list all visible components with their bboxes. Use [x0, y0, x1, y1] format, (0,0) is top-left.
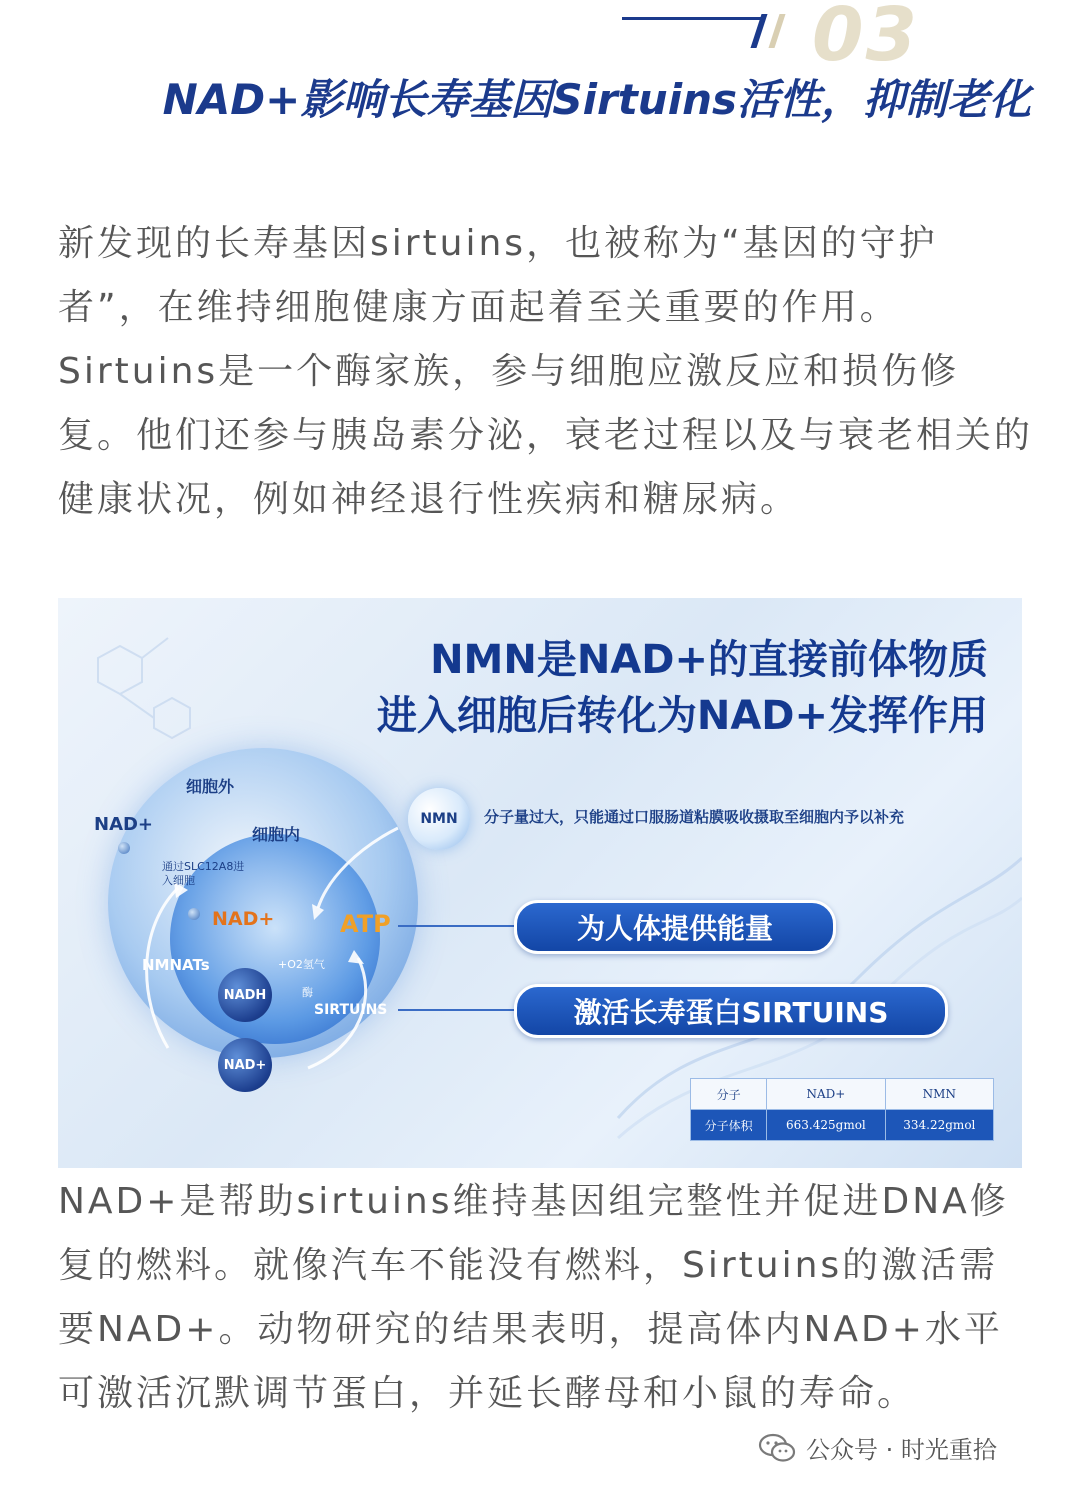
table-cell: 663.425gmol	[767, 1110, 886, 1141]
account-watermark	[758, 1430, 997, 1465]
table-header-row	[691, 1079, 994, 1110]
label-nad-outside: NAD+	[94, 814, 154, 835]
label-sirtuins-small: SIRTUINS	[314, 1002, 388, 1018]
label-enzyme: 酶	[302, 986, 313, 999]
nad-particle-inside	[188, 908, 200, 920]
table-row	[691, 1110, 994, 1141]
infographic-title-line1: NMN是NAD+的直接前体物质	[430, 637, 988, 683]
label-slc12a8: 通过SLC12A8进入细胞	[162, 860, 245, 887]
molecular-weight-table	[690, 1078, 994, 1141]
nad-plus-molecule: NAD+	[218, 1038, 272, 1092]
table-cell: 分子体积	[691, 1110, 767, 1141]
table-header-cell: NMN	[885, 1079, 993, 1110]
outro-paragraph: NAD+是帮助sirtuins维持基因组完整性并促进DNA修复的燃料。就像汽车不能没有燃料，Sirtuins的激活需要NAD+。动物研究的结果表明，提高体内NAD+水平可激活沉默调节蛋白，并延长酵母和小鼠的寿命。	[58, 1181, 1009, 1414]
section-title: NAD+影响长寿基因Sirtuins活性，抑制老化	[162, 75, 1031, 124]
nadh-molecule: NADH	[218, 968, 272, 1022]
energy-pill: 为人体提供能量	[514, 900, 836, 954]
nmn-description: 分子量过大，只能通过口服肠道粘膜吸收摄取至细胞内予以补充	[484, 808, 905, 826]
label-extracellular: 细胞外	[186, 777, 235, 796]
nmn-molecule: NMN	[408, 788, 470, 850]
connector-sirtuins	[398, 1009, 518, 1011]
table-header-cell: 分子	[691, 1079, 767, 1110]
header-slash-light	[768, 14, 785, 48]
nad-particle-outside	[118, 842, 130, 854]
label-intracellular: 细胞内	[252, 825, 301, 844]
infographic-title-line2: 进入细胞后转化为NAD+发挥作用	[376, 693, 988, 739]
sirtuins-pill: 激活长寿蛋白SIRTUINS	[514, 984, 948, 1038]
label-nad-inside: NAD+	[212, 908, 275, 930]
label-nmnats: NMNATs	[142, 956, 210, 974]
header-rule	[622, 17, 762, 20]
wechat-icon	[758, 1433, 796, 1463]
label-o2: +O2氢气	[278, 958, 325, 971]
intro-paragraph: 新发现的长寿基因sirtuins，也被称为“基因的守护者”，在维持细胞健康方面起着至关重要的作用。Sirtuins是一个酶家族，参与细胞应激反应和损伤修复。他们还参与胰岛素分泌，衰老过程以及与衰老相关的健康状况，例如神经退行性疾病和糖尿病。	[58, 223, 1034, 520]
section-number: 03	[812, 0, 919, 78]
connector-atp	[398, 925, 518, 927]
table-header-cell: NAD+	[767, 1079, 886, 1110]
watermark-text: 公众号 · 时光重拾	[806, 1436, 997, 1464]
table-cell: 334.22gmol	[885, 1110, 993, 1141]
label-atp: ATP	[340, 910, 391, 938]
nmn-infographic	[58, 598, 1022, 1168]
